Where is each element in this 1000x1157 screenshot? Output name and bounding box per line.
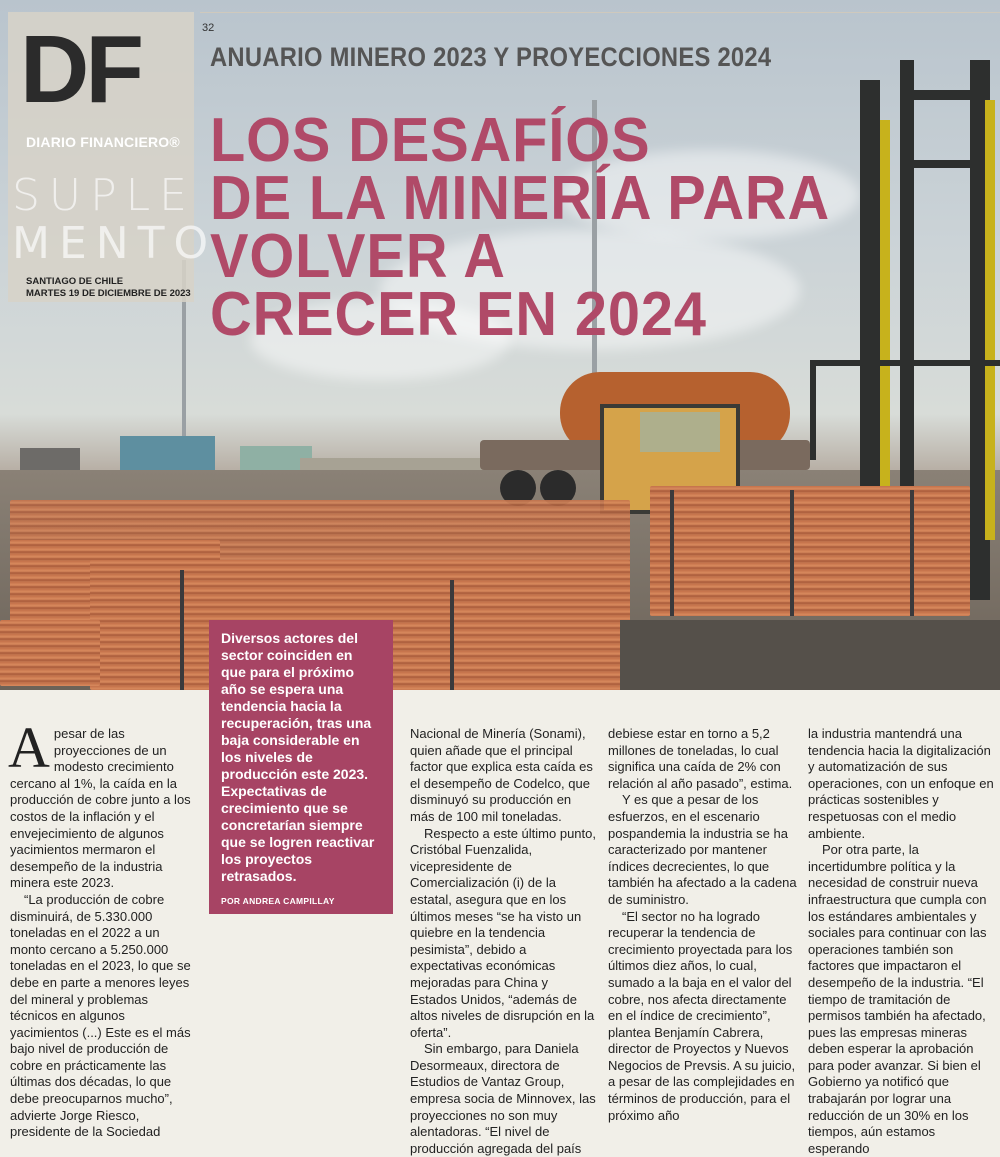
paragraph: Respecto a este último punto, Cristóbal Fuenzalida, vicepresidente de Comercialización (i) de la estatal, asegura que en los últimos meses “se ha visto un quiebre en la tendencia pesimista”, debido a expectativas económicas mejoradas para China y Estados Unidos, “además de altos niveles de disrupción en la oferta”. [410, 825, 596, 1040]
df-logo: DF [20, 16, 140, 123]
headline-line-1: LOS DESAFÍOS [210, 106, 651, 175]
paragraph: la industria mantendrá una tendencia hacia la digitalización y automatización de sus operaciones, con un enfoque en prácticas sostenibles y respetuosas con el medio ambiente. [808, 726, 994, 841]
column-2 [410, 726, 598, 1157]
paragraph-text: pesar de las proyecciones de un modesto crecimiento cercano al 1%, la caída en la producción de cobre junto a los costos de la inflación y el envejecimiento de algunos yacimientos mermaron el desempeño de la industria minera este 2023. [10, 726, 191, 891]
page-number: 32 [202, 22, 215, 34]
headline [210, 106, 831, 349]
top-rule [200, 12, 1000, 13]
suplemento-text-1: SUPLE [12, 170, 196, 221]
diario-financiero-logo-text: DIARIO FINANCIERO® [26, 134, 180, 150]
paragraph: “El sector no ha logrado recuperar la tendencia de crecimiento proyectada para los últimos diez años, lo cual, sumado a la baja en el valor del cobre, nos afecta directamente en el índice de crecimiento”, plantea Benjamín Cabrera, director de Proyectos y Nuevos Negocios de Prevsis. A su juicio, a pesar de las complejidades en términos de producción, para el próximo año [608, 908, 796, 1123]
lead-box [209, 620, 393, 914]
paragraph: Nacional de Minería (Sonami), quien añade que el principal factor que explica esta caída es el desempeño de Codelco, que disminuyó su producción en más de 100 mil toneladas. [410, 726, 593, 824]
dateline-date: MARTES 19 DE DICIEMBRE DE 2023 [26, 288, 191, 299]
paragraph: Por otra parte, la incertidumbre política y la necesidad de construir nueva infraestructura que cumpla con los estándares ambientales y sociales para continuar con las operaciones también son factores que impactaron el desempeño de la industria. “El tiempo de tramitación de permisos también ha afectado, pues las empresas mineras deben esperar la aprobación para poder avanzar. Si bien el Gobierno ya notificó que trabajarán por lograr una reducción de un 30% en los tiempos, aún estamos esperando [808, 842, 987, 1156]
paragraph: Y es que a pesar de los esfuerzos, en el escenario pospandemia la industria se ha caracterizado por mantener índices decrecientes, lo que también ha afectado a la cadena de suministro. [608, 792, 797, 907]
lead-text: Diversos actores del sector coinciden en que para el próximo año se espera una tendencia hacia la recuperación, tras una baja considerable en los niveles de producción este 2023. Expectativas de crecimiento que se concretarían siempre que se logren reactivar los proyectos retrasados. [221, 630, 375, 884]
dateline [26, 276, 191, 300]
dateline-place: SANTIAGO DE CHILE [26, 276, 124, 287]
section-kicker: ANUARIO MINERO 2023 Y PROYECCIONES 2024 [210, 42, 772, 72]
headline-line-4: CRECER EN 2024 [210, 280, 707, 349]
column-1 [8, 715, 194, 1141]
suplemento-text-2: MENTO [12, 218, 218, 269]
paragraph: debiese estar en torno a 5,2 millones de toneladas, lo cual significa una caída de 2% con relación al año pasado”, estima. [608, 726, 793, 791]
column-4 [808, 726, 994, 1157]
paragraph [8, 715, 194, 892]
paragraph: “La producción de cobre disminuirá, de 5.330.000 toneladas en el 2022 a un monto cercano a 5.250.000 toneladas en el 2023, lo que se debe en parte a menores leyes del mineral y problemas técnicos en algunos yacimientos (...) Este es el más bajo nivel de producción de cobre en prácticamente las últimas dos décadas, lo que debe preocuparnos mucho”, advierte Jorge Riesco, presidente de la Sociedad [10, 891, 191, 1140]
drop-cap: A [8, 715, 50, 780]
headline-line-2: DE LA MINERÍA PARA [210, 164, 831, 233]
byline: POR ANDREA CAMPILLAY [221, 896, 335, 906]
column-3 [608, 726, 798, 1124]
paragraph: Sin embargo, para Daniela Desormeaux, directora de Estudios de Vantaz Group, empresa socia de Minnovex, las proyecciones no son muy alentadoras. “El nivel de producción agregada del país [410, 1041, 596, 1156]
headline-line-3: VOLVER A [210, 222, 506, 291]
